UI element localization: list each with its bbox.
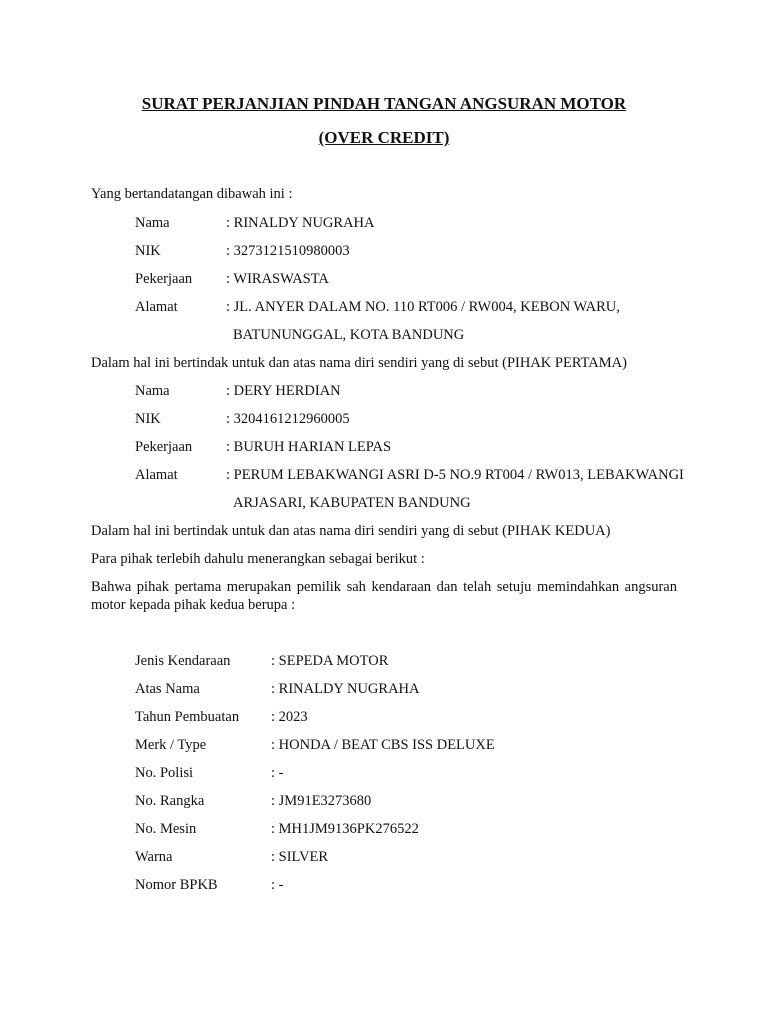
field-label: Atas Nama	[135, 681, 200, 697]
field-label: Nama	[135, 383, 170, 399]
field-value-continuation: ARJASARI, KABUPATEN BANDUNG	[233, 495, 471, 511]
field-value: : WIRASWASTA	[226, 271, 329, 287]
kendaraan-row	[0, 819, 768, 839]
field-value: : RINALDY NUGRAHA	[226, 215, 375, 231]
field-label: Merk / Type	[135, 737, 207, 753]
field-value-continuation: BATUNUNGGAL, KOTA BANDUNG	[233, 327, 465, 343]
pihak-pertama-nik-row	[0, 241, 768, 261]
pihak-kedua-statement: Dalam hal ini bertindak untuk dan atas nama diri sendiri yang di sebut (PIHAK KEDUA)	[91, 523, 611, 539]
field-value: : PERUM LEBAKWANGI ASRI D-5 NO.9 RT004 / RW013, LEBAKWANGI	[226, 467, 684, 483]
intro-text: Yang bertandatangan dibawah ini :	[91, 186, 293, 202]
para-pihak-text: Para pihak terlebih dahulu menerangkan sebagai berikut :	[91, 551, 425, 567]
field-value: : -	[271, 765, 284, 781]
field-value: : -	[271, 877, 284, 893]
kendaraan-row	[0, 875, 768, 895]
field-value: : RINALDY NUGRAHA	[271, 681, 420, 697]
pihak-kedua-pekerjaan-row	[0, 437, 768, 457]
pihak-kedua-alamat-continuation	[0, 493, 768, 513]
document-subtitle: (OVER CREDIT)	[318, 128, 450, 147]
pihak-kedua-nama-row	[0, 381, 768, 401]
pihak-kedua-nik-row	[0, 409, 768, 429]
field-label: Warna	[135, 849, 173, 865]
kendaraan-row	[0, 791, 768, 811]
field-value: : 2023	[271, 709, 308, 725]
field-label: Jenis Kendaraan	[135, 653, 231, 669]
kendaraan-row	[0, 847, 768, 867]
field-label: NIK	[135, 411, 161, 427]
field-label: No. Rangka	[135, 793, 205, 809]
pihak-pertama-nama-row	[0, 213, 768, 233]
field-label: NIK	[135, 243, 161, 259]
field-value: : BURUH HARIAN LEPAS	[226, 439, 392, 455]
field-value: : 3204161212960005	[226, 411, 350, 427]
field-label: Nama	[135, 215, 170, 231]
kendaraan-row	[0, 651, 768, 671]
kendaraan-row	[0, 707, 768, 727]
field-value: : JM91E3273680	[271, 793, 372, 809]
kendaraan-row	[0, 735, 768, 755]
field-label: Pekerjaan	[135, 271, 193, 287]
pihak-pertama-pekerjaan-row	[0, 269, 768, 289]
field-value: : SILVER	[271, 849, 329, 865]
field-label: No. Polisi	[135, 765, 194, 781]
field-value: : JL. ANYER DALAM NO. 110 RT006 / RW004, KEBON WARU,	[226, 299, 620, 315]
kendaraan-row	[0, 679, 768, 699]
bahwa-paragraph: Bahwa pihak pertama merupakan pemilik sah kendaraan dan telah setuju memindahkan angsuran motor kepada pihak kedua berupa :	[91, 579, 677, 613]
pihak-pertama-statement: Dalam hal ini bertindak untuk dan atas nama diri sendiri yang di sebut (PIHAK PERTAMA)	[91, 355, 627, 371]
field-label: Pekerjaan	[135, 439, 193, 455]
field-value: : 3273121510980003	[226, 243, 350, 259]
field-value: : SEPEDA MOTOR	[271, 653, 389, 669]
document-title: SURAT PERJANJIAN PINDAH TANGAN ANGSURAN MOTOR	[141, 94, 627, 113]
field-label: Alamat	[135, 467, 178, 483]
field-label: Tahun Pembuatan	[135, 709, 240, 725]
field-label: No. Mesin	[135, 821, 197, 837]
field-value: : MH1JM9136PK276522	[271, 821, 419, 837]
pihak-pertama-alamat-continuation	[0, 325, 768, 345]
pihak-kedua-alamat-row	[0, 465, 768, 485]
field-value: : DERY HERDIAN	[226, 383, 341, 399]
field-value: : HONDA / BEAT CBS ISS DELUXE	[271, 737, 495, 753]
field-label: Alamat	[135, 299, 178, 315]
field-label: Nomor BPKB	[135, 877, 218, 893]
kendaraan-row	[0, 763, 768, 783]
pihak-pertama-alamat-row	[0, 297, 768, 317]
